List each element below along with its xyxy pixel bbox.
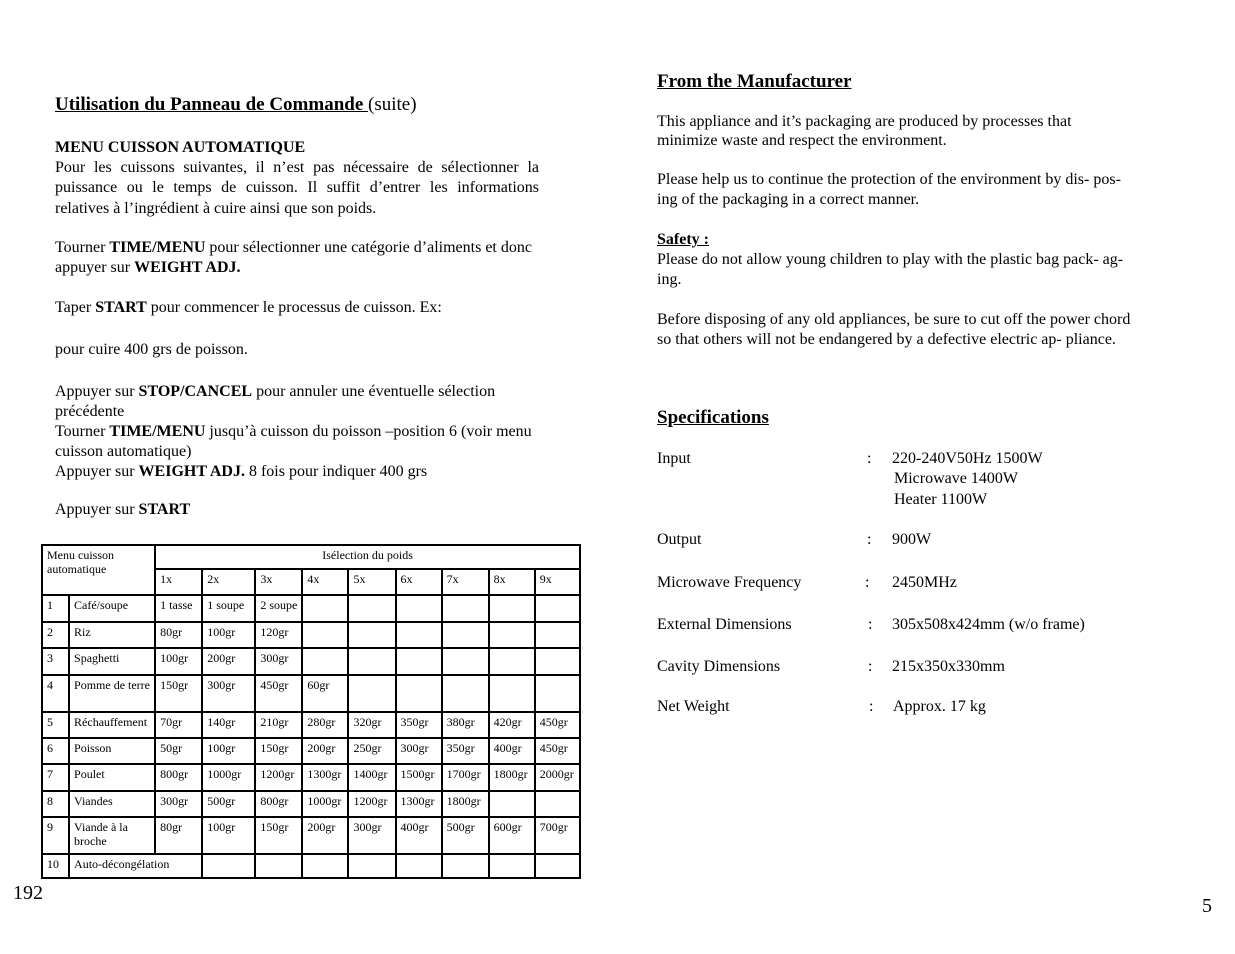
p6-line-2: cuisson automatique): [55, 443, 192, 460]
weight-cell: 1800gr: [489, 764, 535, 791]
row-name-cell: Spaghetti: [69, 648, 155, 675]
safety-section: [657, 230, 1123, 290]
weight-cell: [489, 595, 535, 622]
weight-cell: 380gr: [442, 712, 489, 738]
intro-line-1: Pour les cuissons suivantes, il n’est pas nécessaire de sélectionner la: [55, 159, 539, 176]
weight-cell: [535, 648, 580, 675]
weight-cell: 400gr: [396, 817, 442, 854]
weight-cell: 300gr: [202, 675, 255, 712]
spec-value: 2450MHz: [892, 574, 957, 591]
table-row: [42, 595, 580, 622]
column-header-cell: 5x: [348, 569, 395, 595]
row-name-cell: Pomme de terre: [69, 675, 155, 712]
row-number-cell: 10: [42, 854, 69, 878]
row-number-cell: 8: [42, 791, 69, 817]
weight-cell: [348, 595, 395, 622]
weight-cell: [442, 854, 489, 878]
p6-line-1: [55, 422, 532, 442]
line: Please help us to continue the protection of the environment by dis- pos-: [657, 171, 1121, 188]
table-row: [42, 764, 580, 791]
weight-cell: 420gr: [489, 712, 535, 738]
weight-cell: [302, 622, 348, 648]
spec-label: Cavity Dimensions: [657, 658, 781, 675]
text: Taper: [55, 299, 96, 316]
weight-cell: 200gr: [302, 817, 348, 854]
row-name-cell: Viande à la broche: [69, 817, 155, 854]
text: Tourner: [55, 239, 110, 256]
weight-cell: [396, 622, 442, 648]
weight-cell: 1200gr: [348, 791, 395, 817]
spec-colon: :: [867, 531, 872, 548]
weight-cell: 500gr: [442, 817, 489, 854]
p5-line-1: [55, 382, 532, 402]
weight-cell: 1800gr: [442, 791, 489, 817]
table-row: [42, 622, 580, 648]
spec-value: 900W: [892, 531, 932, 548]
weight-cell: [489, 622, 535, 648]
weight-cell: [489, 854, 535, 878]
auto-cook-table: [41, 544, 581, 879]
weight-cell: [348, 648, 395, 675]
column-header-cell: 7x: [442, 569, 489, 595]
weight-cell: [348, 675, 395, 712]
weight-cell: 200gr: [202, 648, 255, 675]
spec-value: Approx. 17 kg: [893, 698, 986, 715]
weight-cell: 1000gr: [302, 791, 348, 817]
weight-cell: 100gr: [202, 817, 255, 854]
weight-cell: 350gr: [396, 712, 442, 738]
spec-colon: :: [869, 698, 874, 715]
title-main: Utilisation du Panneau de Commande: [55, 94, 369, 115]
weight-cell: [535, 854, 580, 878]
spec-output: [657, 530, 1177, 550]
weight-cell: [302, 595, 348, 622]
spec-value: 220-240V50Hz 1500W: [892, 450, 1043, 467]
weight-cell: 250gr: [348, 738, 395, 764]
spec-colon: :: [868, 658, 873, 675]
line: Before disposing of any old appliances, be sure to cut off the power chord: [657, 311, 1131, 328]
spec-label: Output: [657, 531, 702, 548]
text: pour commencer le processus de cuisson. Ex:: [146, 299, 442, 316]
weight-cell: 1300gr: [396, 791, 442, 817]
p7-line-1: [55, 462, 532, 482]
row-number-cell: 7: [42, 764, 69, 791]
spec-cavity-dimensions: [657, 657, 1177, 677]
weight-cell: [442, 648, 489, 675]
line: Please do not allow young children to play with the plastic bag pack- ag-: [657, 251, 1124, 268]
weight-cell: 450gr: [535, 738, 580, 764]
weight-cell: 150gr: [255, 738, 302, 764]
weight-cell: 300gr: [255, 648, 302, 675]
weight-cell: [535, 622, 580, 648]
weight-cell: 100gr: [155, 648, 202, 675]
weight-cell: [489, 675, 535, 712]
weight-cell: 140gr: [202, 712, 255, 738]
column-header-cell: 2x: [202, 569, 255, 595]
p2-line-1: [55, 238, 532, 258]
weight-cell: 600gr: [489, 817, 535, 854]
row-number-cell: 3: [42, 648, 69, 675]
intro-line-3: relatives à l’ingrédient à cuire ainsi que son poids.: [55, 200, 377, 217]
key-time-menu: TIME/MENU: [109, 239, 206, 256]
table-row: [42, 817, 580, 854]
heading-specifications: Specifications: [657, 407, 769, 428]
weight-cell: [302, 854, 348, 878]
weight-cell: [535, 675, 580, 712]
table-row: [42, 738, 580, 764]
text: pour annuler une éventuelle sélection: [252, 383, 496, 400]
weight-cell: [535, 791, 580, 817]
weight-cell: 1300gr: [302, 764, 348, 791]
left-page-title: [55, 94, 417, 116]
weight-cell: 80gr: [155, 817, 202, 854]
weight-cell: [396, 675, 442, 712]
weight-cell: [442, 675, 489, 712]
weight-cell: [489, 791, 535, 817]
line: This appliance and it’s packaging are produced by processes that: [657, 113, 1072, 130]
weight-cell: 1400gr: [348, 764, 395, 791]
spec-colon: :: [868, 616, 873, 633]
row-number-cell: 4: [42, 675, 69, 712]
paragraph-press-start: [55, 500, 190, 520]
weight-cell: 400gr: [489, 738, 535, 764]
weight-cell: 300gr: [396, 738, 442, 764]
line: ing.: [657, 271, 682, 288]
column-header-cell: 4x: [302, 569, 348, 595]
weight-cell: [396, 595, 442, 622]
spec-label: Microwave Frequency: [657, 574, 802, 591]
row-name-cell: Poisson: [69, 738, 155, 764]
spec-colon: :: [865, 574, 870, 591]
page-number-left: 192: [13, 882, 43, 904]
row-name-cell: Riz: [69, 622, 155, 648]
spec-value: 215x350x330mm: [892, 658, 1005, 675]
intro-line-2: puissance ou le temps de cuisson. Il suffit d’entrer les informations: [55, 179, 539, 196]
line: ing of the packaging in a correct manner.: [657, 191, 920, 208]
key-start: START: [138, 501, 191, 518]
text: Appuyer sur: [55, 383, 139, 400]
row-number-cell: 9: [42, 817, 69, 854]
text: appuyer sur: [55, 259, 135, 276]
weight-cell: 1 soupe: [202, 595, 255, 622]
table-header-row: [42, 545, 580, 569]
weight-cell: 450gr: [535, 712, 580, 738]
line: minimize waste and respect the environment.: [657, 132, 947, 149]
page-number-right: 5: [1202, 895, 1212, 917]
weight-cell: 800gr: [255, 791, 302, 817]
weight-cell: 1500gr: [396, 764, 442, 791]
key-time-menu: TIME/MENU: [109, 423, 206, 440]
weight-cell: [348, 854, 395, 878]
spec-label: Net Weight: [657, 698, 730, 715]
weight-cell: [202, 854, 255, 878]
spec-colon: :: [867, 450, 872, 467]
heading-from-manufacturer: From the Manufacturer: [657, 71, 852, 92]
row-number-cell: 5: [42, 712, 69, 738]
text: pour sélectionner une catégorie d’aliments et donc: [205, 239, 532, 256]
weight-cell: 1000gr: [202, 764, 255, 791]
spec-net-weight: [657, 697, 1177, 717]
column-header-cell: 1x: [155, 569, 202, 595]
safety-label: Safety :: [657, 231, 709, 248]
weight-cell: 200gr: [302, 738, 348, 764]
weight-cell: 70gr: [155, 712, 202, 738]
table-row: [42, 791, 580, 817]
row-name-cell: Réchauffement: [69, 712, 155, 738]
spec-value: Heater 1100W: [894, 491, 988, 508]
text: 8 fois pour indiquer 400 grs: [244, 463, 428, 480]
weight-cell: 100gr: [202, 738, 255, 764]
weight-cell: [396, 854, 442, 878]
manufacturer-paragraph-1: [657, 112, 1072, 150]
header-menu-cell: Menu cuisson automatique: [42, 545, 155, 595]
key-weight-adj: WEIGHT ADJ.: [134, 259, 241, 276]
weight-cell: 1700gr: [442, 764, 489, 791]
key-start: START: [95, 299, 147, 316]
weight-cell: 1 tasse: [155, 595, 202, 622]
spec-label: External Dimensions: [657, 616, 792, 633]
row-number-cell: 1: [42, 595, 69, 622]
weight-cell: [442, 595, 489, 622]
weight-cell: 100gr: [202, 622, 255, 648]
spec-label: Input: [657, 450, 691, 467]
weight-cell: 1200gr: [255, 764, 302, 791]
weight-cell: [255, 854, 302, 878]
spec-value: 305x508x424mm (w/o frame): [892, 616, 1085, 633]
weight-cell: 450gr: [255, 675, 302, 712]
p5-line-2: précédente: [55, 403, 125, 420]
menu-subheading: MENU CUISSON AUTOMATIQUE: [55, 139, 306, 156]
table-row: [42, 648, 580, 675]
column-header-cell: 8x: [489, 569, 535, 595]
manufacturer-paragraph-2: [657, 170, 1121, 210]
key-stop-cancel: STOP/CANCEL: [138, 383, 253, 400]
weight-cell: [348, 622, 395, 648]
column-header-cell: 3x: [255, 569, 302, 595]
text: Tourner: [55, 423, 110, 440]
weight-cell: 150gr: [255, 817, 302, 854]
weight-cell: [396, 648, 442, 675]
row-name-cell: Poulet: [69, 764, 155, 791]
line: so that others will not be endangered by a defective electric ap- pliance.: [657, 331, 1116, 348]
spec-value: Microwave 1400W: [894, 470, 1018, 487]
header-weight-cell: Isélection du poids: [155, 545, 580, 569]
column-header-cell: 6x: [396, 569, 442, 595]
text: Appuyer sur: [55, 463, 139, 480]
row-name-cell: Viandes: [69, 791, 155, 817]
weight-cell: 50gr: [155, 738, 202, 764]
column-header-cell: 9x: [535, 569, 580, 595]
weight-cell: 120gr: [255, 622, 302, 648]
weight-cell: 500gr: [202, 791, 255, 817]
spec-frequency: [657, 573, 1177, 593]
weight-cell: 80gr: [155, 622, 202, 648]
text: Appuyer sur: [55, 501, 139, 518]
paragraph-time-menu: [55, 238, 532, 278]
title-suffix: (suite): [368, 94, 417, 115]
weight-cell: 150gr: [155, 675, 202, 712]
row-number-cell: 2: [42, 622, 69, 648]
weight-cell: 2000gr: [535, 764, 580, 791]
weight-cell: 300gr: [348, 817, 395, 854]
paragraph-example: pour cuire 400 grs de poisson.: [55, 341, 248, 358]
weight-cell: 700gr: [535, 817, 580, 854]
paragraph-steps: [55, 382, 532, 482]
table-row: [42, 712, 580, 738]
table-row: [42, 854, 580, 878]
weight-cell: 2 soupe: [255, 595, 302, 622]
weight-cell: 210gr: [255, 712, 302, 738]
disposal-paragraph: [657, 310, 1130, 350]
intro-paragraph: [55, 158, 539, 219]
weight-cell: 350gr: [442, 738, 489, 764]
weight-cell: [535, 595, 580, 622]
p2-line-2: [55, 258, 532, 278]
key-weight-adj: WEIGHT ADJ.: [138, 463, 245, 480]
row-name-cell: Café/soupe: [69, 595, 155, 622]
row-name-cell: Auto-décongélation: [69, 854, 202, 878]
weight-cell: 300gr: [155, 791, 202, 817]
table-row: [42, 675, 580, 712]
weight-cell: 60gr: [302, 675, 348, 712]
spec-input: [657, 449, 1177, 511]
spec-external-dimensions: [657, 615, 1177, 635]
weight-cell: [442, 622, 489, 648]
paragraph-start: [55, 298, 442, 318]
weight-cell: 280gr: [302, 712, 348, 738]
text: jusqu’à cuisson du poisson –position 6 (voir menu: [205, 423, 532, 440]
row-number-cell: 6: [42, 738, 69, 764]
weight-cell: 320gr: [348, 712, 395, 738]
weight-cell: 800gr: [155, 764, 202, 791]
weight-cell: [489, 648, 535, 675]
weight-cell: [302, 648, 348, 675]
